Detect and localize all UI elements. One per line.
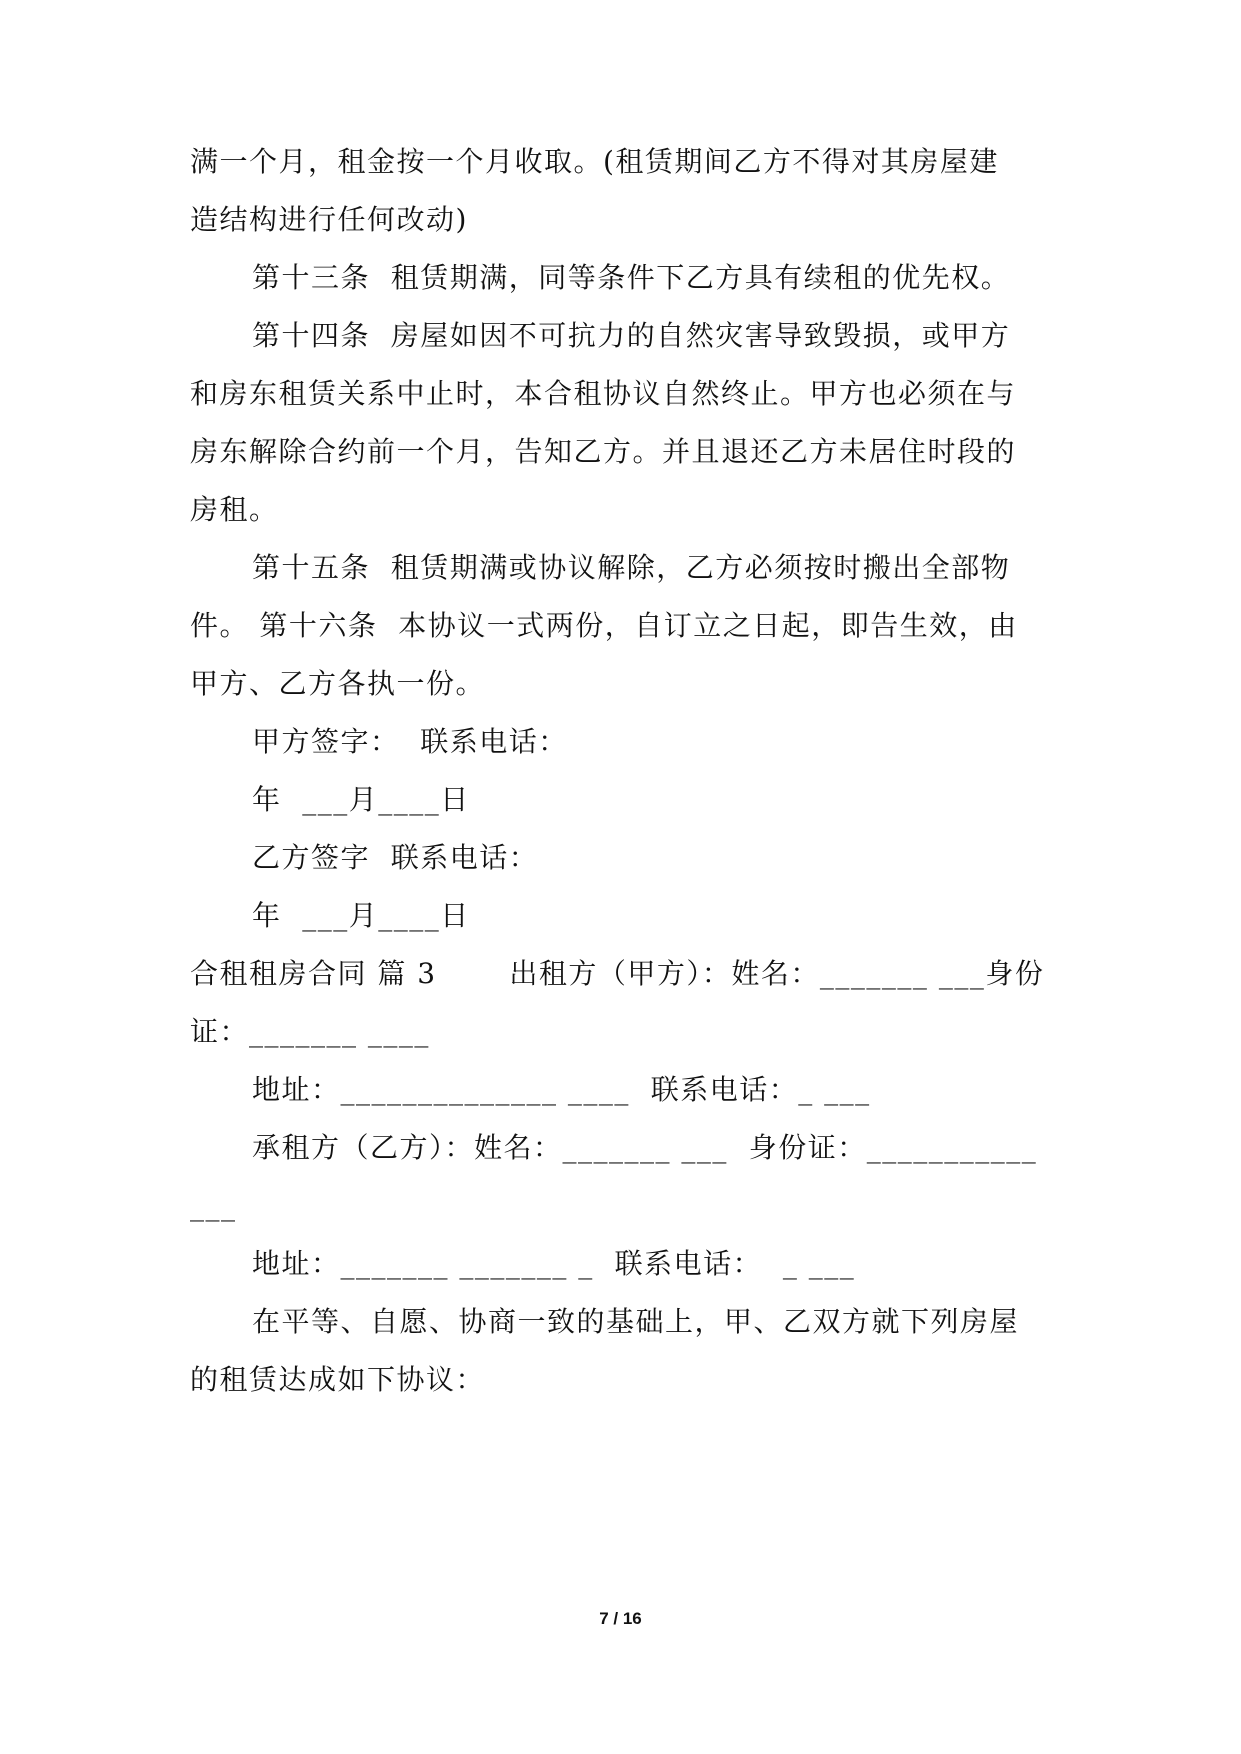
text-line: 房租。 xyxy=(190,493,279,526)
clause-15: 第十五条 租赁期满或协议解除，乙方必须按时搬出全部物 xyxy=(252,551,1011,584)
lessee-address: 地址：_______ _______ _ 联系电话： _ ___ xyxy=(252,1247,856,1280)
party-a-date: 年 ___月____日 xyxy=(252,783,470,816)
text-line: 甲方、乙方各执一份。 xyxy=(190,667,486,700)
party-b-date: 年 ___月____日 xyxy=(252,899,470,932)
party-b-signature: 乙方签字 联系电话： xyxy=(252,841,539,874)
clause-13: 第十三条 租赁期满，同等条件下乙方具有续租的优先权。 xyxy=(252,261,1011,294)
agreement-intro: 在平等、自愿、协商一致的基础上，甲、乙双方就下列房屋 xyxy=(252,1305,1020,1338)
clause-16: 件。 第十六条 本协议一式两份，自订立之日起，即告生效，由 xyxy=(190,609,1018,642)
text-line: ___ xyxy=(190,1189,237,1222)
party-a-signature: 甲方签字： 联系电话： xyxy=(252,725,568,758)
text-line: 的租赁达成如下协议： xyxy=(190,1363,486,1396)
text-line: 造结构进行任何改动) xyxy=(190,203,468,236)
lessee-info: 承租方（乙方）：姓名：_______ ___ 身份证：___________ xyxy=(252,1131,1038,1164)
lessor-address: 地址：______________ ____ 联系电话：_ ___ xyxy=(252,1073,871,1106)
text-line: 满一个月，租金按一个月收取。(租赁期间乙方不得对其房屋建 xyxy=(190,145,999,178)
text-line: 房东解除合约前一个月，告知乙方。并且退还乙方未居住时段的 xyxy=(190,435,1017,468)
text-line: 证：_______ ____ xyxy=(190,1015,430,1048)
contract-3-heading: 合租租房合同 篇 3 出租方（甲方）：姓名：_______ ___身份 xyxy=(190,957,1045,990)
page-number: 7 / 16 xyxy=(599,1609,642,1628)
clause-14: 第十四条 房屋如因不可抗力的自然灾害导致毁损，或甲方 xyxy=(252,319,1011,352)
text-line: 和房东租赁关系中止时，本合租协议自然终止。甲方也必须在与 xyxy=(190,377,1017,410)
